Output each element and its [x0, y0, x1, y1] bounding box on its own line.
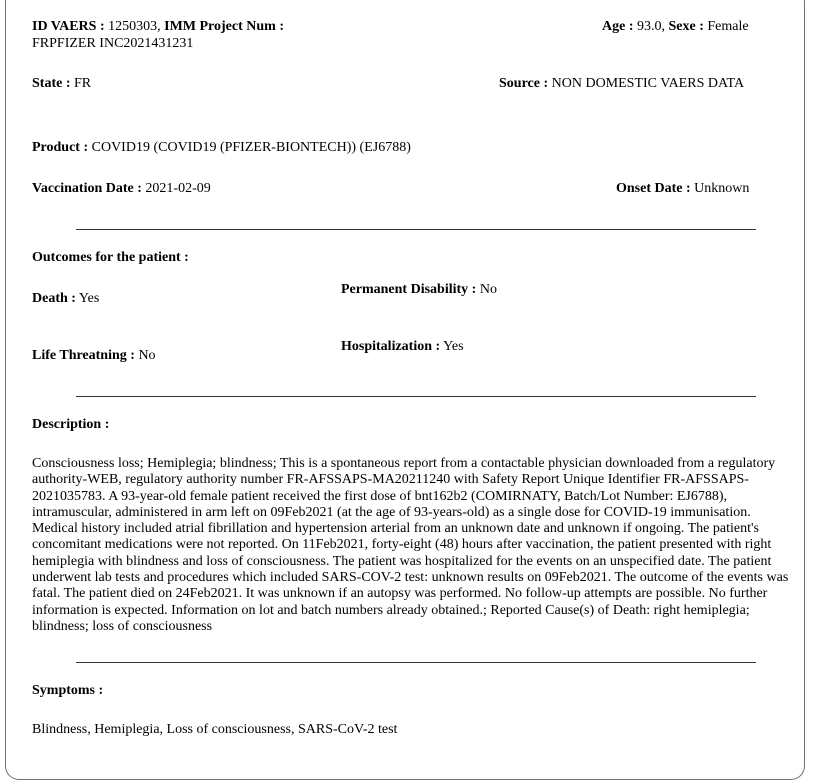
onset-date-value: Unknown	[694, 181, 750, 196]
permanent-disability-value: No	[479, 282, 497, 297]
source-value: NON DOMESTIC VAERS DATA	[551, 76, 745, 91]
id-vaers-label: ID VAERS :	[32, 19, 105, 34]
state-value: FR	[74, 76, 92, 91]
death-label: Death :	[32, 291, 76, 306]
permanent-disability-label: Permanent Disability :	[341, 282, 477, 297]
divider	[76, 396, 756, 397]
vaccination-date-label: Vaccination Date :	[32, 181, 142, 196]
divider	[76, 662, 756, 663]
age-sex-line	[602, 19, 749, 35]
outcomes-title: Outcomes for the patient :	[32, 250, 189, 265]
death-line	[32, 291, 99, 307]
life-threatening-label: Life Threatning :	[32, 348, 135, 363]
source-line	[499, 76, 744, 92]
imm-project-label: IMM Project Num :	[164, 19, 284, 34]
age-label: Age :	[602, 19, 634, 34]
state-line	[32, 76, 91, 92]
description-title: Description :	[32, 417, 110, 432]
onset-date-line	[616, 181, 749, 197]
permanent-disability-line	[341, 282, 497, 298]
vaccination-date-line	[32, 181, 211, 197]
sex-label: Sexe :	[668, 19, 704, 34]
divider	[76, 229, 756, 230]
onset-date-label: Onset Date :	[616, 181, 691, 196]
product-value: COVID19 (COVID19 (PFIZER-BIONTECH)) (EJ6788)	[91, 140, 411, 155]
state-label: State :	[32, 76, 71, 91]
symptoms-text: Blindness, Hemiplegia, Loss of consciousness, SARS-CoV-2 test	[32, 722, 398, 737]
id-vaers-value: 1250303,	[108, 19, 161, 34]
life-threatening-line	[32, 348, 156, 364]
death-value: Yes	[78, 291, 100, 306]
life-threatening-value: No	[138, 348, 156, 363]
age-value: 93.0,	[637, 19, 665, 34]
imm-project-value: FRPFIZER INC2021431231	[32, 36, 194, 51]
source-label: Source :	[499, 76, 549, 91]
sex-value: Female	[707, 19, 749, 34]
hospitalization-value: Yes	[443, 339, 464, 354]
product-label: Product :	[32, 140, 89, 155]
id-vaers-line	[32, 19, 284, 35]
product-line	[32, 140, 411, 156]
report-card	[5, 0, 805, 780]
description-text: Consciousness loss; Hemiplegia; blindness; This is a spontaneous report from a contactable physician downloaded from a regulatory authority-WEB, regulatory authority number FR-AFSSAPS-MA20211240 with Safety Report Unique Identifier FR-AFSSAPS-2021035783. A 93-year-old female patient received the first dose of bnt162b2 (COMIRNATY, Batch/Lot Number: EJ6788), intramuscular, administered in arm left on 09Feb2021 (at the age of 93-years-old) as a single dose for COVID-19 immunisation. Medical history included atrial fibrillation and hypertension arterial from an unknown date and unknown if ongoing. The patient's concomitant medications were not reported. On 11Feb2021, forty-eight (48) hours after vaccination, the patient presented with right hemiplegia with blindness and loss of consciousness. The patient was hospitalized for the events on an unspecified date. The patient underwent lab tests and procedures which included SARS-COV-2 test: unknown results on 09Feb2021. The outcome of the events was fatal. The patient died on 24Feb2021. It was unknown if an autopsy was performed. No follow-up attempts are possible. No further information is expected. Information on lot and batch numbers already obtained.; Reported Cause(s) of Death: right hemiplegia; blindness; loss of consciousness	[32, 456, 789, 634]
hospitalization-label: Hospitalization :	[341, 339, 441, 354]
hospitalization-line	[341, 339, 464, 355]
symptoms-title: Symptoms :	[32, 683, 104, 698]
vaccination-date-value: 2021-02-09	[145, 181, 211, 196]
